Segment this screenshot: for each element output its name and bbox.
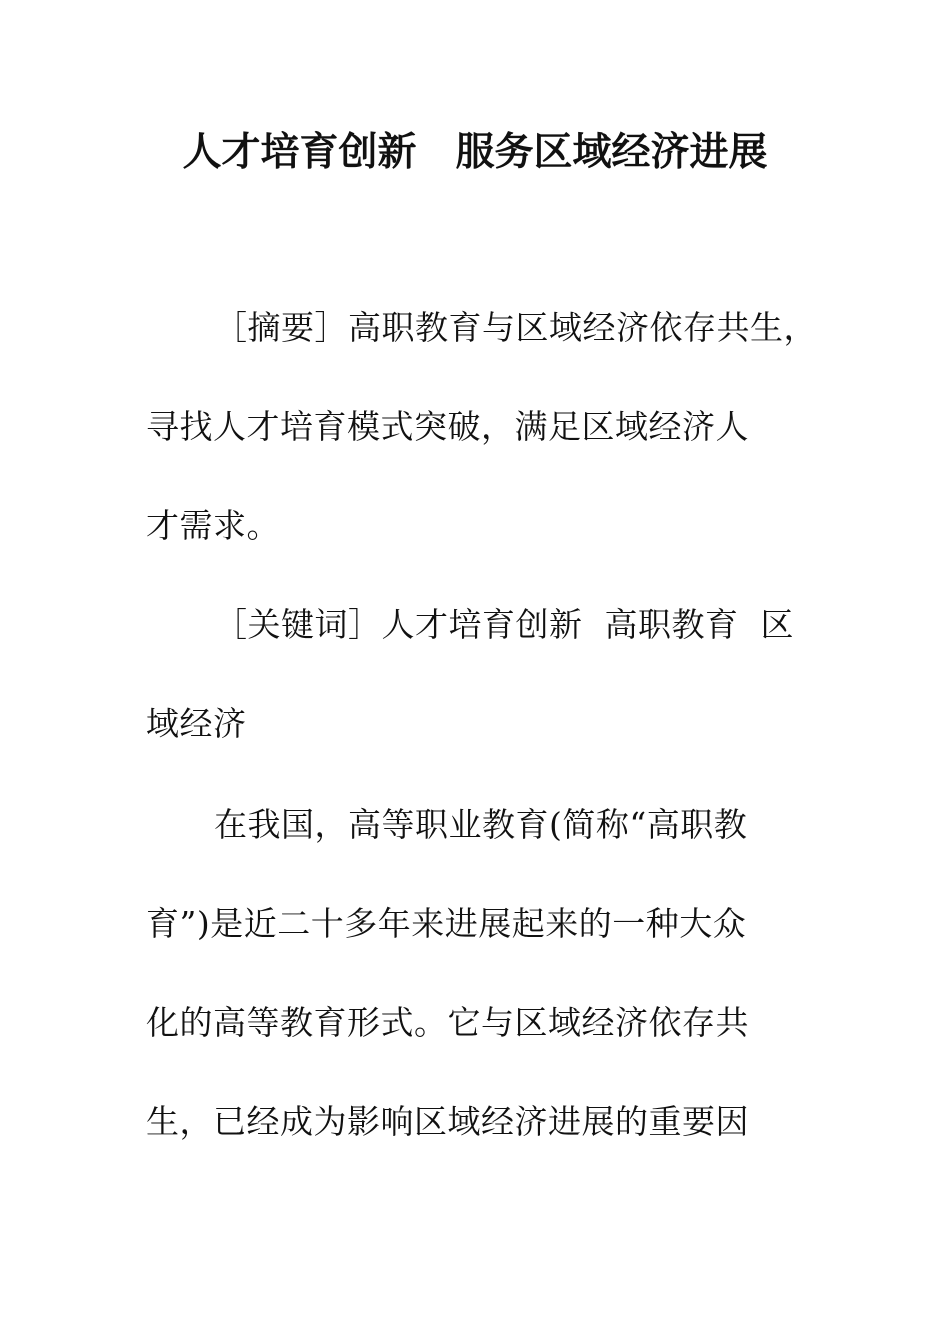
- keywords-line-2: 域经济: [146, 704, 247, 743]
- body-line-4: 生，已经成为影响区域经济进展的重要因: [146, 1102, 749, 1141]
- body-line-3: 化的高等教育形式。它与区域经济依存共: [146, 1003, 749, 1042]
- body-line-1: 在我国，高等职业教育(简称“高职教: [214, 805, 748, 844]
- body-line-2: 育”)是近二十多年来进展起来的一种大众: [146, 904, 747, 943]
- abstract-line-1: ［摘要］高职教育与区域经济依存共生，: [214, 308, 817, 347]
- document-title: 人才培育创新 服务区域经济进展: [182, 130, 768, 175]
- abstract-line-2: 寻找人才培育模式突破，满足区域经济人: [146, 407, 749, 446]
- abstract-line-3: 才需求。: [146, 506, 280, 545]
- keywords-line-1: ［关键词］人才培育创新 高职教育 区: [214, 605, 794, 644]
